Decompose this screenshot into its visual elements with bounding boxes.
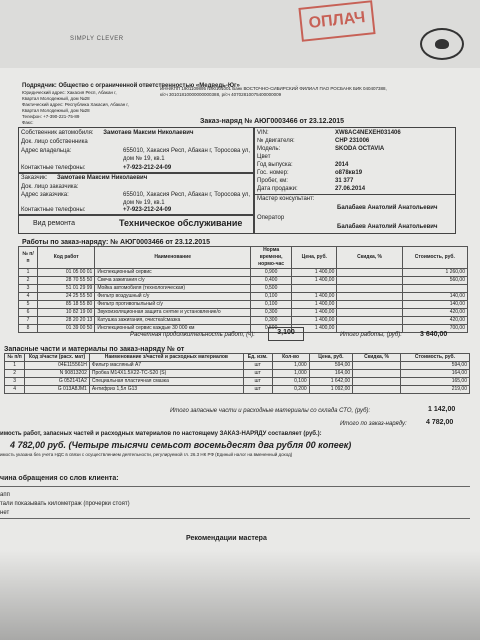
cell: шт [243,362,272,370]
master-recommendations-title: Рекомендации мастера [186,535,267,542]
cell: 1 400,00 [292,277,337,285]
parts-header-row [5,354,470,362]
mileage-value: 31 377 [335,178,354,184]
works-total-label: Итого работы, (руб): [340,332,402,338]
cell: 1 [19,269,38,277]
grand-total-value: 4 782,00 [426,419,454,426]
vin-label: VIN: [257,130,269,136]
table-row [5,370,470,378]
customer-doc-label: Док. лицо заказчика: [21,184,79,190]
bank-line: ИНН/КПП 1901109895 /190101001 Банк ВОСТОЧНО-СИБИРСКИЙ ФИЛИАЛ ПАО РОСБАНК БИК 040407388, [160,86,387,91]
cell [292,285,337,293]
top-header-band [0,0,480,68]
parts-col-discount: Скидка, % [353,354,401,362]
bank-details [160,86,460,98]
owner-label: Собственник автомобиля: [21,130,94,136]
operator-name: Балабаев Анатолий Анатольевич [337,224,438,230]
customer-address-label: Адрес заказчика: [21,192,69,198]
customer-name: Замотаев Максим Николаевич [56,175,148,181]
works-col-code: Код работ [38,247,95,269]
parts-col-unit: Ед. изм. [243,354,272,362]
year-value: 2014 [335,162,349,168]
reason-item-1: апп [0,492,10,498]
cell: Антифриз 1,5л G13 [89,386,243,394]
table-row [19,317,468,325]
cell: G 013A8JM1 [25,386,90,394]
cell: N 90813202 [25,370,90,378]
cell [337,309,402,317]
works-total-value: 3 640,00 [420,331,448,338]
plate-label: Гос. номер: [257,170,289,176]
owner-box [18,127,254,174]
cell: шт [243,386,272,394]
color-label: Цвет [257,154,271,160]
mileage-label: Пробег, км: [257,178,288,184]
sale-date-value: 27.06.2014 [335,186,366,192]
parts-col-price: Цена, руб. [309,354,353,362]
legal-address-2: Квартал Молодежный, дом №28 [22,96,90,101]
model-value: SKODA OCTAVIA [335,146,385,152]
works-col-total: Стоимость, руб. [402,247,467,269]
vin-value: XW8AC4NEXEH031406 [335,130,401,136]
cell: 1,000 [272,362,309,370]
sale-date-label: Дата продажи: [257,186,298,192]
cell: 01 05 00 01 [38,269,95,277]
cell: 560,00 [402,277,467,285]
parts-col-qty: Кол-во [272,354,309,362]
year-label: Год выпуска: [257,162,293,168]
parts-col-num: № п/п [5,354,25,362]
cell: 0,200 [272,386,309,394]
owner-name: Замотаев Максим Николаевич [103,130,194,136]
owner-doc-label: Док. лицо собственника [21,139,88,145]
repair-type-label: Вид ремонта [33,220,75,227]
cell: 85 18 55 80 [38,301,95,309]
repair-type-box [18,214,254,234]
divider [0,486,470,487]
repair-type: Техническое обслуживание [119,218,243,228]
operator-label: Оператор [257,215,285,221]
summary-line-1: имость работ, запасных частей и расходных материалов по настоящему ЗАКАЗ-НАРЯДУ составляет (руб.): [0,431,322,437]
cell: 1 260,00 [402,269,467,277]
cell: Инспекционный сервис каждые 30 000 км [95,325,251,333]
cell: 420,00 [402,317,467,325]
cell: Мойка автомобиля (технологическая) [95,285,251,293]
cell [337,293,402,301]
cell: 1 400,00 [292,269,337,277]
cell [337,285,402,293]
master-name: Балабаев Анатолий Анатольевич [337,205,438,211]
contractor-name: Общество с ограниченной ответственностью «Медведь-Юг» [58,83,240,89]
cell: 0,500 [251,325,292,333]
cell [337,269,402,277]
table-row [5,362,470,370]
hours-label: Расчетная продолжительность работ, (ч): [130,332,255,338]
cell [353,362,401,370]
reason-label: чина обращения со слов клиента: [0,475,119,482]
cell: 4 [19,293,38,301]
cell: 0,500 [251,285,292,293]
hours-value: 3,100 [268,327,304,341]
cell: 2 [5,370,25,378]
customer-box [18,172,254,216]
parts-col-name: Наименование з/частей и расходных материалов [89,354,243,362]
cell: 10 82 19 00 [38,309,95,317]
cell: Звукоизоляционная защита снятие и установление/о [95,309,251,317]
cell: 7 [19,317,38,325]
cell [337,301,402,309]
grand-total-label: Итого по заказ-наряду: [340,421,407,427]
cell: 2 [19,277,38,285]
contractor-phone: Телефон: +7-390-221-75-89 [22,114,80,119]
cell: 4 [5,386,25,394]
cell: Фильтр противопыльный с/у [95,301,251,309]
customer-phone-label: Контактные телефоны: [21,207,86,213]
cell [337,317,402,325]
engine-label: № двигателя: [257,138,295,144]
cell: 1 092,00 [309,386,353,394]
cell: 1 400,00 [292,301,337,309]
works-col-num: № п/п [19,247,38,269]
cell: Пробка M14X1.5X22-TC-S20 (S) [89,370,243,378]
owner-address-label: Адрес владельца: [21,148,72,154]
cell: 0,100 [251,293,292,301]
cell: Инспекционный сервис [95,269,251,277]
works-col-discount: Скидка, % [337,247,402,269]
parts-col-code: Код з/части (расх. мат) [25,354,90,362]
works-col-price: Цена, руб. [292,247,337,269]
customer-phone: +7-923-212-24-09 [123,207,172,213]
owner-address: 655010, Хакасия Респ, Абакан г, Торосова ул, дом № 19, кв.1 [123,148,250,162]
paid-stamp: ОПЛАЧ [298,0,375,42]
cell: 3 [19,285,38,293]
engine-value: CHP 231006 [335,138,370,144]
cell [337,277,402,285]
cell: Свеча зажигания с/у [95,277,251,285]
works-body [19,269,468,333]
cell [353,386,401,394]
cell: 140,00 [402,293,467,301]
cell: 1 400,00 [292,317,337,325]
cell: 6 [19,309,38,317]
cell: 1 400,00 [292,293,337,301]
legal-address: Юридический адрес: Хакасия Респ, Абакан г, [22,90,117,95]
owner-phone-label: Контактные телефоны: [21,165,86,171]
parts-title: Запасные части и материалы по заказ-наряду № от [4,346,185,353]
cell: 164,00 [309,370,353,378]
cell: 1,000 [272,370,309,378]
cell: 1 400,00 [292,325,337,333]
cell: 5 [19,301,38,309]
model-label: Модель: [257,146,281,152]
table-row [19,285,468,293]
photo-shadow [0,550,480,640]
actual-address-2: Квартал Молодежный, дом №28 [22,108,90,113]
order-title: Заказ-наряд № АЮГ0003466 от 23.12.2015 [200,118,345,125]
cell: 8 [19,325,38,333]
cell: 420,00 [402,309,467,317]
cell: 0,300 [251,317,292,325]
works-col-name: Наименование [95,247,251,269]
cell: 0,400 [251,277,292,285]
cell [353,370,401,378]
cell: 1 642,00 [309,378,353,386]
cell: 24 25 55 50 [38,293,95,301]
cell: 140,00 [402,301,467,309]
works-title: Работы по заказ-наряду: № АЮГ0003466 от 23.12.2015 [22,239,210,246]
vehicle-box [254,127,456,234]
cell: 164,00 [400,370,469,378]
cell: 1 [5,362,25,370]
parts-table [4,353,470,394]
cell: Фильтр воздушный с/у [95,293,251,301]
table-row [5,378,470,386]
accounts-line: к/сч 30101810000000000388, р/сч 40702810075400000009 [160,92,282,97]
cell: 0,100 [272,378,309,386]
brand-slogan: SIMPLY CLEVER [70,36,124,42]
summary-amount: 4 782,00 руб. (Четыре тысячи семьсот восемьдесят два рубля 00 копеек) [10,440,352,450]
divider [0,518,470,519]
skoda-logo-icon [420,28,464,60]
cell: 0,100 [251,301,292,309]
cell: шт [243,370,272,378]
works-table [18,246,468,333]
cell: Фильтр масляный A7 [89,362,243,370]
stock-total-value: 1 142,00 [428,406,456,413]
parts-col-total: Стоимость, руб. [400,354,469,362]
customer-address: 655010, Хакасия Респ, Абакан г, Торосова ул, дом № 19, кв.1 [123,192,250,206]
cell: 594,00 [400,362,469,370]
summary-tax-note: имость указана без учета НДС в связи с осуществлением деятельности, регулируемой гл. 26.3 НК РФ (Единый налог на вмененный доход) [0,452,293,457]
cell: 700,00 [402,325,467,333]
customer-label: Заказчик: [21,175,48,181]
cell: 04E115561H [25,362,90,370]
works-col-norm: Норма времени, нормо-час [251,247,292,269]
cell: 28 70 55 50 [38,277,95,285]
cell [353,378,401,386]
contractor-label: Подрядчик: [22,83,57,89]
reason-item-3: нет [0,510,10,516]
cell: 01 39 00 50 [38,325,95,333]
cell: 0,300 [251,309,292,317]
cell: 3 [5,378,25,386]
cell: 51 01 29 99 [38,285,95,293]
cell: G 052141A2 [25,378,90,386]
actual-address: Фактический адрес: Республика Хакасия, Абакан г, [22,102,129,107]
stock-total-label: Итого запасные части и расходные материалы со склада СТО, (руб): [170,408,371,414]
cell: 28 20 20 13 [38,317,95,325]
cell: Катушка зажигания, очистка/смазка [95,317,251,325]
parts-body [5,362,470,394]
cell: шт [243,378,272,386]
master-label: Мастер консультант: [257,196,315,202]
cell [402,285,467,293]
cell: 0,900 [251,269,292,277]
table-row [19,293,468,301]
cell: 1 400,00 [292,309,337,317]
cell: 219,00 [400,386,469,394]
cell: Специальная пластичная смазка [89,378,243,386]
table-row [19,301,468,309]
owner-phone: +7-923-212-24-09 [123,165,172,171]
table-row [19,269,468,277]
table-row [19,277,468,285]
contractor-fax: Факс: [22,120,34,125]
table-row [5,386,470,394]
table-row [19,309,468,317]
cell: 165,00 [400,378,469,386]
works-header-row [19,247,468,269]
plate-value: о878кв19 [335,170,363,176]
reason-item-2: тали показывать километраж (прочерки стоят) [0,501,130,507]
cell: 594,00 [309,362,353,370]
